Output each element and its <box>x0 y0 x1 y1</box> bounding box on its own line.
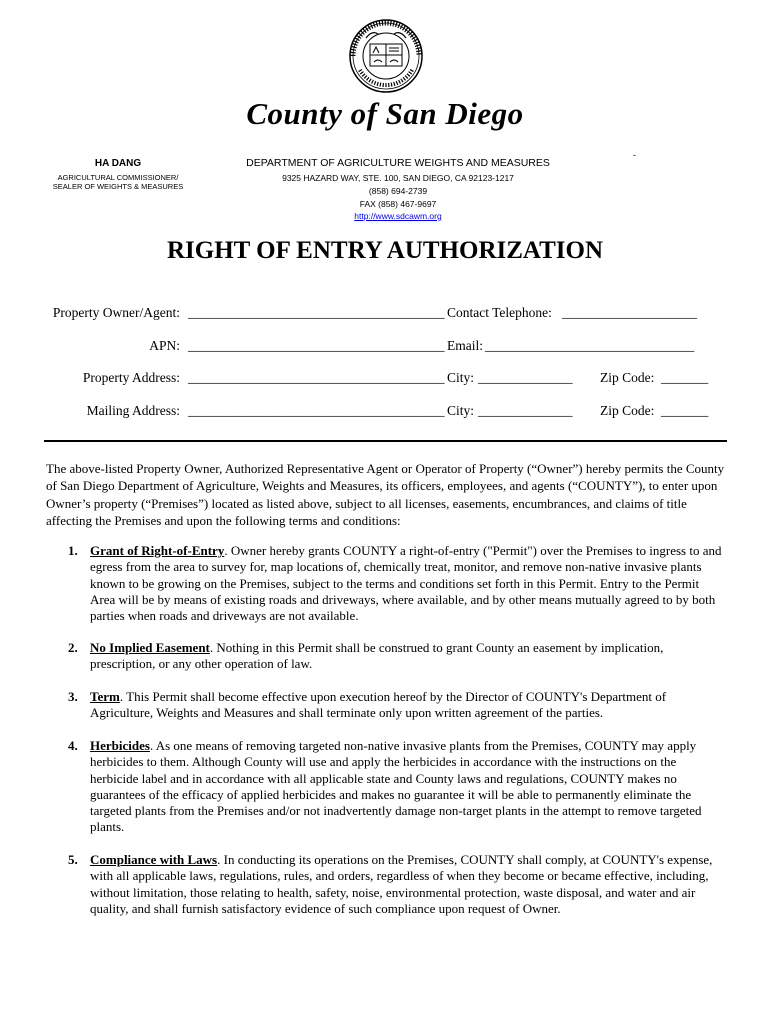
mailing-city-field[interactable]: ______________ <box>478 403 573 418</box>
item-text: . In conducting its operations on the Premises, COUNTY shall comply, at COUNTY's expense, with all applicable laws, regulations, rules, and orders, regardless of when they become or became effective, including, without limitation, those relating to health, safety, noise, environmental protection, waste disposal, and water and air quality, and shall furnish satisfactory evidence of such compliance upon request of Owner. <box>90 852 713 916</box>
item-number: 5. <box>68 852 78 867</box>
county-seal-logo <box>348 18 424 94</box>
term-item <box>48 543 726 624</box>
item-text: . Nothing in this Permit shall be construed to grant County an easement by implication, prescription, or any other operation of law. <box>90 640 664 672</box>
department-fax: FAX (858) 467-9697 <box>359 199 437 209</box>
email-label: Email: <box>447 338 483 353</box>
section-divider <box>44 440 727 442</box>
property-zip-field[interactable]: _______ <box>661 370 709 385</box>
zip-code-label: Zip Code: <box>600 370 655 385</box>
department-phone: (858) 694-2739 <box>368 186 428 196</box>
document-title: RIGHT OF ENTRY AUTHORIZATION <box>167 237 603 264</box>
owner-agent-label: Property Owner/Agent: <box>52 305 180 320</box>
term-item <box>48 852 726 917</box>
term-item <box>48 689 726 722</box>
item-number: 3. <box>68 689 78 704</box>
corner-mark: - <box>633 150 636 160</box>
item-heading: Compliance with Laws <box>90 852 218 867</box>
commissioner-name: HA DANG <box>94 158 142 169</box>
owner-agent-field[interactable]: ______________________________________ <box>188 305 445 320</box>
item-number: 1. <box>68 543 78 558</box>
item-text: . This Permit shall become effective upon execution hereof by the Director of COUNTY's Department of Agriculture, Weights and Measures and shall terminate only upon written agreement of the parties. <box>90 689 667 721</box>
department-name: DEPARTMENT OF AGRICULTURE WEIGHTS AND MEASURES <box>246 157 550 169</box>
mailing-address-field[interactable]: ______________________________________ <box>188 403 445 418</box>
term-item <box>48 738 726 836</box>
item-number: 4. <box>68 738 78 753</box>
department-website-link[interactable]: http://www.sdcawm.org <box>354 211 442 221</box>
mailing-zip-field[interactable]: _______ <box>661 403 709 418</box>
contact-telephone-field[interactable]: ____________________ <box>562 305 697 320</box>
item-text: . Owner hereby grants COUNTY a right-of-entry ("Permit") over the Premises to ingress to and egress from the area to survey for, map locations of, chemically treat, monitor, and remove non-native invasive plants known to be growing on the Premises, subject to the terms and conditions set forth in this Permit. Entry to the Permit Area will be by means of existing roads and driveways, where available, and by other means mutually agreed to by both parties when roads and driveways are not available. <box>90 543 722 624</box>
item-number: 2. <box>68 640 78 655</box>
item-text: . As one means of removing targeted non-native invasive plants from the Premises, COUNTY may apply herbicides to them. Although County will use and apply the herbicides in accordance with the instructions on the herbicide label and in accordance with all applicable state and County laws and regulations, COUNTY makes no guarantees of the efficacy of applied herbicides and makes no guarantee it will be able to permanently eliminate the targeted plants from the Premises and/or not inadvertently damage non-target plants in the attempt to remove targeted plants. <box>90 738 702 835</box>
city-label: City: <box>447 370 475 385</box>
county-name-heading: County of San Diego <box>246 96 524 131</box>
item-heading: Term <box>90 689 120 704</box>
zip-code-label: Zip Code: <box>600 403 655 418</box>
item-heading: No Implied Easement <box>90 640 210 655</box>
item-heading: Herbicides <box>90 738 150 753</box>
email-field[interactable]: _______________________________ <box>485 338 695 353</box>
property-address-field[interactable]: ______________________________________ <box>188 370 445 385</box>
department-address: 9325 HAZARD WAY, STE. 100, SAN DIEGO, CA 92123-1217 <box>282 173 514 183</box>
contact-telephone-label: Contact Telephone: <box>447 305 552 320</box>
mailing-address-label: Mailing Address: <box>86 403 180 418</box>
commissioner-title-line-2: SEALER OF WEIGHTS & MEASURES <box>52 182 184 191</box>
apn-field[interactable]: ______________________________________ <box>188 338 445 353</box>
apn-label: APN: <box>149 338 180 353</box>
property-address-label: Property Address: <box>82 370 180 385</box>
commissioner-title-line-1: AGRICULTURAL COMMISSIONER/ <box>57 173 179 182</box>
item-heading: Grant of Right-of-Entry <box>90 543 225 558</box>
term-item <box>48 640 726 673</box>
city-label: City: <box>447 403 475 418</box>
property-city-field[interactable]: ______________ <box>478 370 573 385</box>
intro-paragraph: The above-listed Property Owner, Authorized Representative Agent or Operator of Property (“Owner”) hereby permits the County of San Diego Department of Agriculture, Weights and Measures, its officers, employees, and agents (“COUNTY”), to enter upon Owner’s property (“Premises”) located as listed above, subject to all licenses, easements, encumbrances, and claims of title affecting the Premises and upon the following terms and conditions: <box>46 461 725 528</box>
